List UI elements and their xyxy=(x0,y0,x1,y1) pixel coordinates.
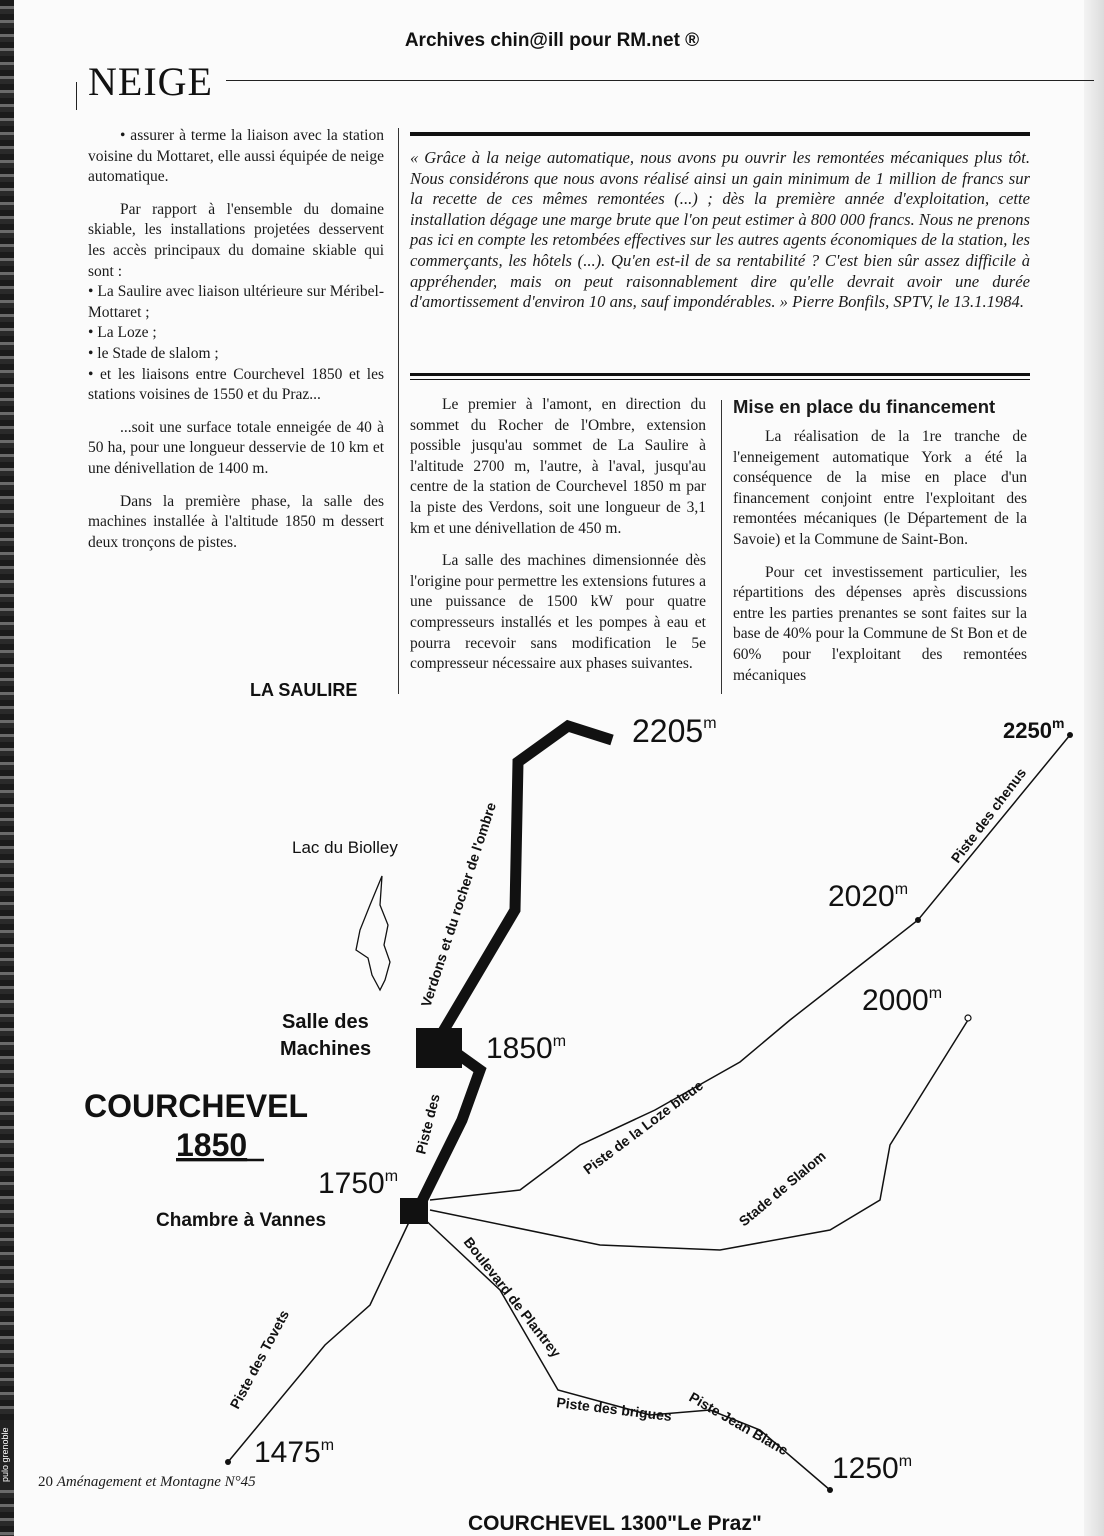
col2-para: Le premier à l'amont, en direction du sommet du Rocher de l'Ombre, extension possible jusqu'au sommet de La Saulire à l'altitude 2700 m, l'autre, à l'aval, jusqu'au centre de la station de Courchevel 1850 m par la piste des Verdons, soit une longueur de 3,1 km et une dénivellation de 450 m. xyxy=(410,396,706,537)
col1-para: Dans la première phase, la salle des machines installée à l'altitude 1850 m dessert deux tronçons de pistes. xyxy=(88,492,384,551)
le-praz-label: COURCHEVEL 1300"Le Praz" xyxy=(468,1512,762,1535)
col2-para: La salle des machines dimensionnée dès l'origine pour permettre les extensions futures a une puissance de 1500 kW pour quatre compresseurs installés et les pompes à eau et pourra recevoir sans modification le 5e compresseur nécessaire aux phases suivantes. xyxy=(410,552,706,673)
publication-name: Aménagement et Montagne N°45 xyxy=(56,1474,256,1490)
financement-heading: Mise en place du financement xyxy=(733,396,996,417)
col3-para: La réalisation de la 1re tranche de l'enneigement automatique York a été la conséquence de la mise en place d'un financement conjoint entre l'exploitant des remontées mécaniques (le Département de la Savoie) et la Commune de Saint-Bon. xyxy=(733,428,1027,548)
col1-para: • assurer à terme la liaison avec la station voisine du Mottaret, elle aussi équipée de neige automatique. xyxy=(88,127,384,186)
altitude-1250: 1250$^m$ xyxy=(832,1452,913,1485)
salle-machines-marker xyxy=(416,1028,462,1068)
piste-tovets-label: Piste des Tovets xyxy=(226,1307,293,1412)
col1-bullet: • et les liaisons entre Courchevel 1850 et les stations voisines de 1550 et du Praz... xyxy=(88,365,384,404)
chambre-label: Chambre à Vannes xyxy=(156,1210,327,1231)
piste-verdons-label: Verdons et du rocher de l'ombre xyxy=(417,800,500,1009)
altitude-labels xyxy=(254,713,1064,1485)
col1-para: Par rapport à l'ensemble du domaine skiable, les installations projetées desservent les accès principaux du domaine skiable qui sont : xyxy=(88,200,384,280)
chambre-vannes-marker xyxy=(400,1198,428,1224)
salle-label xyxy=(280,1011,374,1060)
pull-quote: « Grâce à la neige automatique, nous avons pu ouvrir les remontées mécaniques plus tôt. Nous considérons que nous avons réalisé ainsi un gain minimum de 1 million de francs sur la recette de ces mêmes remontées (...) ; dès la première année d'exploitation, cette installation dégage une marge brute que l'on peut estimer à 800 000 francs. Nous ne prenons pas ici en compte les retombées effectives sur les autres agents économiques de la station, les commerçants, les hôtels (...). Qu'en est-il de sa rentabilité ? C'est bien sûr assez difficile à appréhender, mais on peut raisonnablement dire qu'elle devrait avoir une durée d'amortissement d'environ 10 ans, sauf impondérables. » Pierre Bonfils, SPTV, le 13.1.1984. xyxy=(410,148,1030,312)
la-saulire-label: LA SAULIRE xyxy=(250,680,358,700)
piste-chenus-line xyxy=(430,735,1070,1200)
piste-plantrey-label: Boulevard de Plantrey xyxy=(460,1233,565,1361)
salle-label-line: Machines xyxy=(280,1038,372,1060)
lac-label: Lac du Biolley xyxy=(292,838,398,857)
col1-para: ...soit une surface totale enneigée de 40 à 50 ha, pour une longueur desservie de 10 km et une dénivellation de 1400 m. xyxy=(88,418,384,477)
lake-outline xyxy=(356,876,390,990)
altitude-1850: 1850$^m$ xyxy=(486,1032,567,1065)
piste-chenus-label: Piste des chenus xyxy=(947,764,1030,866)
col1-bullet: • La Loze ; xyxy=(88,324,157,342)
altitude-1475: 1475$^m$ xyxy=(254,1436,335,1469)
section-title: NEIGE xyxy=(88,59,213,104)
piste-tovets-line xyxy=(228,1220,410,1462)
altitude-1750: 1750$^m$ xyxy=(318,1167,399,1200)
page-footer xyxy=(38,1474,256,1491)
archive-watermark: Archives chin@ill pour RM.net ® xyxy=(404,30,700,51)
col3-para: Pour cet investissement particulier, les répartitions des dépenses après discussions entre les parties prenantes se sont faites sur la base de 40% pour la Commune de St Bon et de 60% pour l'exploitant des remontées mécaniques xyxy=(733,563,1027,684)
altitude-2000: 2000$^m$ xyxy=(862,984,943,1017)
piste-jean-blanc-label: Piste Jean Blanc xyxy=(686,1388,791,1459)
altitude-2020: 2020$^m$ xyxy=(828,880,909,913)
col1-bullet: • La Saulire avec liaison ultérieure sur Méribel-Mottaret ; xyxy=(88,283,384,321)
col1-bullet: • le Stade de slalom ; xyxy=(88,344,219,362)
piste-slalom-label: Stade de Slalom xyxy=(735,1147,829,1230)
courchevel-1850-title: COURCHEVEL xyxy=(84,1088,309,1124)
altitude-2250: 2250$^m$ xyxy=(1003,715,1065,743)
printer-tag: pulo grenoble xyxy=(0,1420,14,1490)
page-number: 20 xyxy=(38,1474,53,1490)
piste-loze-label: Piste de la Loze bleue xyxy=(580,1077,707,1178)
piste-des-label: Piste des xyxy=(412,1092,443,1156)
altitude-2205: 2205$^m$ xyxy=(632,713,717,749)
courchevel-1850-number: 1850 xyxy=(176,1127,248,1163)
piste-brigues-label: Piste des brigues xyxy=(555,1394,673,1425)
salle-label-line: Salle des xyxy=(282,1011,369,1033)
piste-verdons-line xyxy=(417,726,612,1205)
